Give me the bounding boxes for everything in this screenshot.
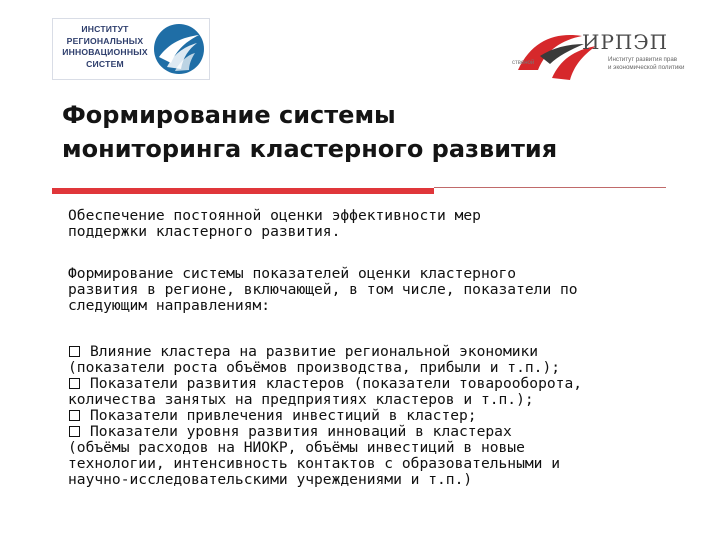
- slide-title: [62, 98, 682, 166]
- slide-title-line: Формирование системы: [62, 101, 396, 129]
- irpep-logo-subtitle-line: Институт развития прав: [608, 56, 678, 63]
- list-item-line: Показатели уровня развития инноваций в кластерах: [90, 423, 512, 440]
- institute-logo-line: СИСТЕМ: [86, 58, 124, 69]
- list-item-line: количества занятых на предприятиях кластеров и т.п.);: [68, 391, 534, 408]
- indicator-list: [68, 344, 718, 488]
- title-underline-thin: [434, 187, 666, 188]
- institute-logo-line: РЕГИОНАЛЬНЫХ: [66, 35, 144, 46]
- irpep-logo-subtitle-line: и экономической политики: [608, 64, 685, 71]
- list-item-line: Влияние кластера на развитие региональной экономики: [90, 343, 539, 360]
- list-item-line: (объёмы расходов на НИОКР, объёмы инвестиций в новые: [68, 439, 525, 456]
- list-item: [68, 408, 718, 424]
- institute-logo-line: ИННОВАЦИОННЫХ: [62, 47, 148, 58]
- paragraph-line: развития в регионе, включающей, в том числе, показатели по: [68, 281, 578, 298]
- list-item-line: Показатели развития кластеров (показатели товарооборота,: [90, 375, 583, 392]
- list-item-line: научно-исследовательскими учреждениями и т.п.): [68, 471, 473, 488]
- checkbox-square-icon: [69, 346, 80, 357]
- checkbox-square-icon: [69, 378, 80, 389]
- list-item: [68, 344, 718, 376]
- list-item-line: Показатели привлечения инвестиций в кластер;: [90, 407, 477, 424]
- paragraph-monitoring: [68, 208, 708, 240]
- checkbox-square-icon: [69, 410, 80, 421]
- paragraph-line: следующим направлениям:: [68, 297, 271, 314]
- paragraph-line: Обеспечение постоянной оценки эффективности мер: [68, 207, 481, 224]
- list-item-line: технологии, интенсивность контактов с образовательными и: [68, 455, 561, 472]
- paragraph-line: Формирование системы показателей оценки кластерного: [68, 265, 517, 282]
- irpep-logo-subtitle: [608, 56, 692, 72]
- wing-swirl-icon: [153, 23, 205, 75]
- institute-logo-text: [59, 24, 151, 70]
- institute-logo-line: ИНСТИТУТ: [81, 24, 129, 34]
- title-underline: [52, 188, 434, 194]
- irpep-logo-title: ИРПЭП: [582, 30, 669, 54]
- list-item: [68, 376, 718, 408]
- slide-title-line: мониторинга кластерного развития: [62, 135, 558, 163]
- list-item-line: (показатели роста объёмов производства, прибыли и т.п.);: [68, 359, 561, 376]
- institute-logo: [52, 18, 210, 80]
- paragraph-indicators: [68, 266, 708, 314]
- paragraph-line: поддержки кластерного развития.: [68, 223, 341, 240]
- irpep-logo-fragment: ственой: [512, 60, 535, 66]
- checkbox-square-icon: [69, 426, 80, 437]
- irpep-logo: [512, 26, 692, 84]
- list-item: [68, 424, 718, 488]
